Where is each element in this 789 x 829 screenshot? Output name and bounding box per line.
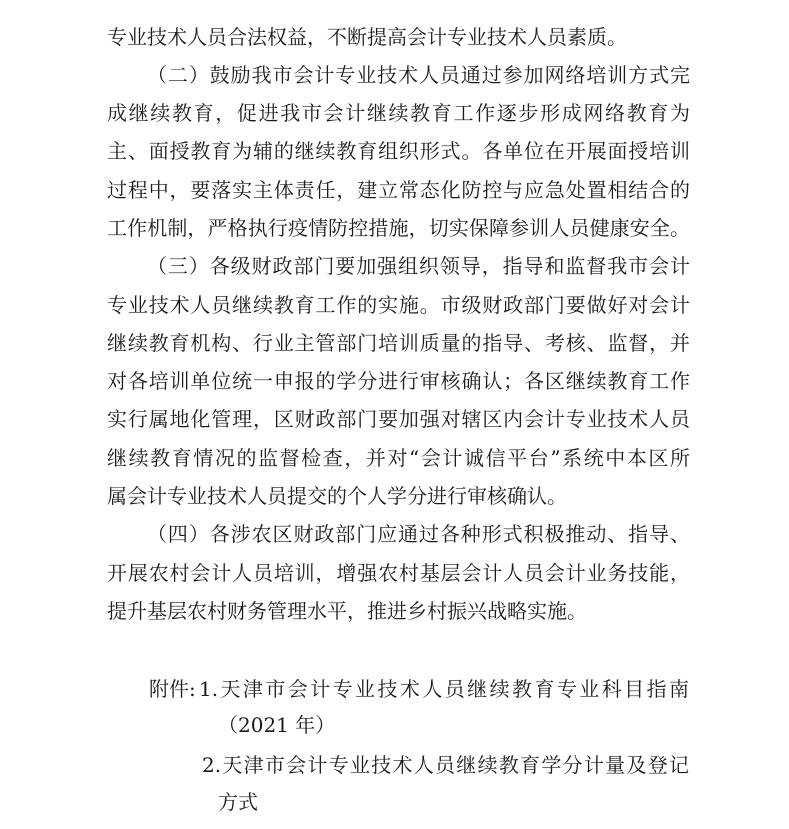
paragraph-line: （二）鼓励我市会计专业技术人员通过参加网络培训方式完 <box>147 63 690 87</box>
paragraph-line: （四）各涉农区财政部门应通过各种形式积极推动、指导、 <box>147 522 690 546</box>
attachment-item-1: 1.天津市会计专业技术人员继续教育专业科目指南 <box>199 677 689 701</box>
paragraph-line: 专业技术人员合法权益，不断提高会计专业技术人员素质。 <box>107 25 627 49</box>
attachment-item-1-continued: （2021 年） <box>218 713 336 737</box>
paragraph-line: （三）各级财政部门要加强组织领导，指导和监督我市会计 <box>147 254 690 278</box>
paragraph-line: 提升基层农村财务管理水平，推进乡村振兴战略实施。 <box>107 599 587 623</box>
paragraph-line: 属会计专业技术人员提交的个人学分进行审核确认。 <box>107 484 567 508</box>
paragraph-line: 开展农村会计人员培训，增强农村基层会计人员会计业务技能， <box>107 561 690 585</box>
paragraph-line: 实行属地化管理，区财政部门要加强对辖区内会计专业技术人员 <box>107 407 690 431</box>
attachment-item-2: 2.天津市会计专业技术人员继续教育学分计量及登记 <box>202 753 689 777</box>
paragraph-line: 主、面授教育为辅的继续教育组织形式。各单位在开展面授培训 <box>107 139 690 163</box>
attachment-item-2-continued: 方式 <box>218 790 258 814</box>
attachments-label: 附件: <box>149 677 196 701</box>
paragraph-line: 继续教育机构、行业主管部门培训质量的指导、考核、监督，并 <box>107 331 690 355</box>
paragraph-line: 继续教育情况的监督检查，并对“会计诚信平台”系统中本区所 <box>107 446 690 470</box>
paragraph-line: 工作机制，严格执行疫情防控措施，切实保障参训人员健康安全。 <box>107 216 690 240</box>
paragraph-line: 成继续教育，促进我市会计继续教育工作逐步形成网络教育为 <box>107 101 690 125</box>
paragraph-line: 对各培训单位统一申报的学分进行审核确认；各区继续教育工作 <box>107 369 690 393</box>
paragraph-line: 过程中，要落实主体责任，建立常态化防控与应急处置相结合的 <box>107 178 690 202</box>
paragraph-line: 专业技术人员继续教育工作的实施。市级财政部门要做好对会计 <box>107 293 690 317</box>
